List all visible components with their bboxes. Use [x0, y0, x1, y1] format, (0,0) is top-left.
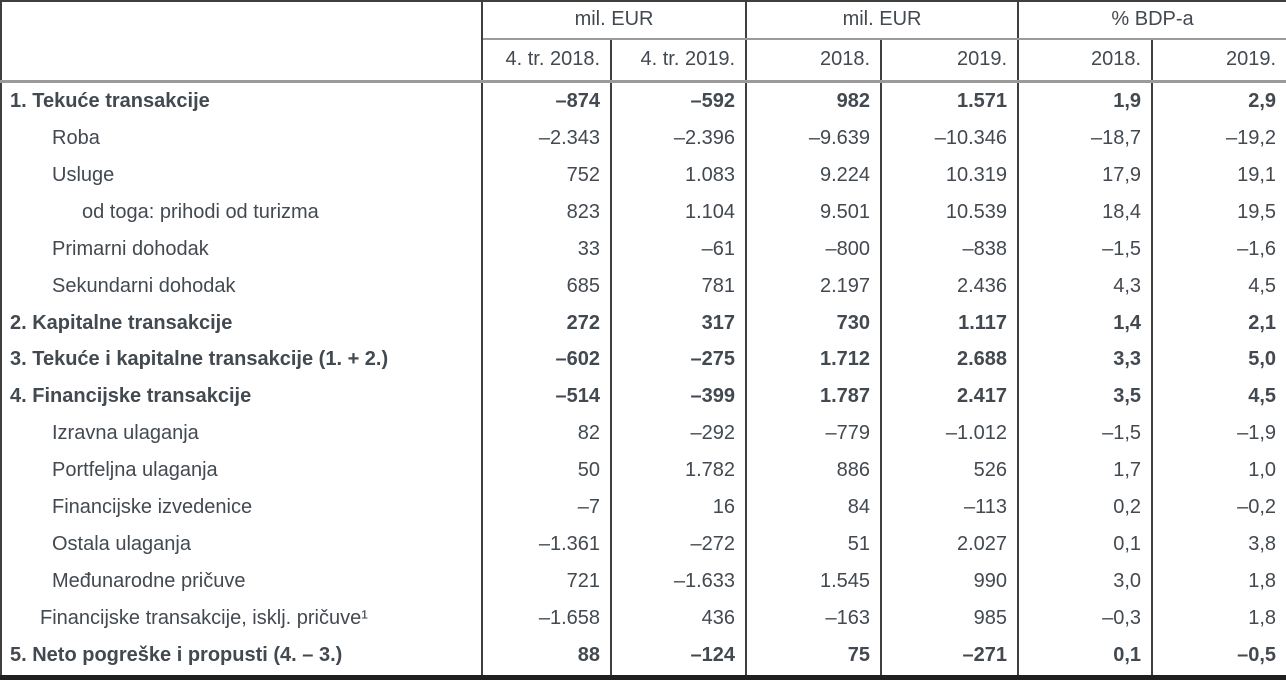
value-cell: 2.027 [881, 526, 1018, 563]
column-header-2018-eur: 2018. [746, 39, 881, 81]
row-label: Financijske izvedenice [52, 495, 253, 518]
value-cell: 5,0 [1152, 342, 1286, 379]
value-cell: –514 [482, 378, 611, 415]
value-cell: –9.639 [746, 120, 881, 157]
value-cell: 82 [482, 415, 611, 452]
row-label-column-header [1, 1, 482, 81]
column-group-mil-eur-quarterly: mil. EUR [482, 1, 746, 39]
value-cell: –271 [881, 637, 1018, 678]
table-row [1, 415, 1286, 452]
value-cell: 1.782 [611, 452, 746, 489]
row-label: Izravna ulaganja [52, 422, 199, 445]
table-row [1, 378, 1286, 415]
value-cell: 730 [746, 305, 881, 342]
table-row [1, 563, 1286, 600]
value-cell: 1.117 [881, 305, 1018, 342]
value-cell: 1,4 [1018, 305, 1152, 342]
value-cell: 9.224 [746, 157, 881, 194]
row-label: Roba [52, 127, 100, 150]
row-label: Primarni dohodak [52, 237, 209, 260]
value-cell: 19,1 [1152, 157, 1286, 194]
value-cell: 0,1 [1018, 526, 1152, 563]
value-cell: 10.539 [881, 194, 1018, 231]
table-body [1, 81, 1286, 678]
value-cell: 1.104 [611, 194, 746, 231]
table-row [1, 637, 1286, 678]
value-cell: 886 [746, 452, 881, 489]
value-cell: 3,8 [1152, 526, 1286, 563]
value-cell: –1,5 [1018, 415, 1152, 452]
value-cell: 1,8 [1152, 600, 1286, 637]
value-cell: 19,5 [1152, 194, 1286, 231]
table-header [1, 1, 1286, 81]
value-cell: –7 [482, 489, 611, 526]
value-cell: 2,1 [1152, 305, 1286, 342]
value-cell: 982 [746, 81, 881, 120]
table-row [1, 268, 1286, 305]
value-cell: 752 [482, 157, 611, 194]
value-cell: –779 [746, 415, 881, 452]
row-label: od toga: prihodi od turizma [82, 200, 319, 223]
value-cell: 1.545 [746, 563, 881, 600]
row-label: 2. Kapitalne transakcije [10, 311, 233, 334]
row-label: 1. Tekuće transakcije [10, 89, 210, 112]
value-cell: –399 [611, 378, 746, 415]
value-cell: –0,5 [1152, 637, 1286, 678]
value-cell: 3,5 [1018, 378, 1152, 415]
column-group-mil-eur-annual: mil. EUR [746, 1, 1018, 39]
table-row [1, 489, 1286, 526]
column-header-2019-bdp: 2019. [1152, 39, 1286, 81]
unit-header-row [1, 1, 1286, 39]
value-cell: 272 [482, 305, 611, 342]
value-cell: 10.319 [881, 157, 1018, 194]
table-row [1, 600, 1286, 637]
row-label: 4. Financijske transakcije [10, 385, 252, 408]
table-row [1, 526, 1286, 563]
value-cell: 317 [611, 305, 746, 342]
value-cell: 990 [881, 563, 1018, 600]
value-cell: –61 [611, 231, 746, 268]
value-cell: 823 [482, 194, 611, 231]
column-header-q4-2018: 4. tr. 2018. [482, 39, 611, 81]
value-cell: 75 [746, 637, 881, 678]
value-cell: 51 [746, 526, 881, 563]
value-cell: –113 [881, 489, 1018, 526]
value-cell: –874 [482, 81, 611, 120]
value-cell: 88 [482, 637, 611, 678]
value-cell: 985 [881, 600, 1018, 637]
value-cell: 3,3 [1018, 342, 1152, 379]
value-cell: 2.436 [881, 268, 1018, 305]
value-cell: 0,1 [1018, 637, 1152, 678]
value-cell: 2,9 [1152, 81, 1286, 120]
column-group-percent-bdp: % BDP-a [1018, 1, 1286, 39]
column-header-q4-2019: 4. tr. 2019. [611, 39, 746, 81]
row-label: Sekundarni dohodak [52, 274, 236, 297]
value-cell: –592 [611, 81, 746, 120]
value-cell: 1,7 [1018, 452, 1152, 489]
value-cell: 9.501 [746, 194, 881, 231]
value-cell: 1,0 [1152, 452, 1286, 489]
value-cell: –0,3 [1018, 600, 1152, 637]
row-label: Portfeljna ulaganja [52, 459, 218, 482]
value-cell: –2.396 [611, 120, 746, 157]
value-cell: –0,2 [1152, 489, 1286, 526]
column-header-2018-bdp: 2018. [1018, 39, 1152, 81]
value-cell: 685 [482, 268, 611, 305]
value-cell: –1,9 [1152, 415, 1286, 452]
value-cell: 33 [482, 231, 611, 268]
value-cell: 50 [482, 452, 611, 489]
value-cell: 1,8 [1152, 563, 1286, 600]
value-cell: –1,5 [1018, 231, 1152, 268]
value-cell: 4,3 [1018, 268, 1152, 305]
value-cell: –838 [881, 231, 1018, 268]
value-cell: –800 [746, 231, 881, 268]
value-cell: 2.197 [746, 268, 881, 305]
value-cell: 526 [881, 452, 1018, 489]
row-label: Usluge [52, 164, 115, 187]
value-cell: 18,4 [1018, 194, 1152, 231]
value-cell: –2.343 [482, 120, 611, 157]
value-cell: –272 [611, 526, 746, 563]
row-label: Međunarodne pričuve [52, 569, 246, 592]
table-row [1, 305, 1286, 342]
value-cell: –1.658 [482, 600, 611, 637]
row-label: 3. Tekuće i kapitalne transakcije (1. + 2.) [10, 348, 389, 371]
value-cell: 84 [746, 489, 881, 526]
table-row [1, 452, 1286, 489]
row-label: Ostala ulaganja [52, 532, 191, 555]
value-cell: –292 [611, 415, 746, 452]
value-cell: –1.012 [881, 415, 1018, 452]
value-cell: –19,2 [1152, 120, 1286, 157]
value-cell: 781 [611, 268, 746, 305]
value-cell: –10.346 [881, 120, 1018, 157]
value-cell: 2.417 [881, 378, 1018, 415]
value-cell: 0,2 [1018, 489, 1152, 526]
value-cell: –602 [482, 342, 611, 379]
value-cell: –1.361 [482, 526, 611, 563]
value-cell: –163 [746, 600, 881, 637]
value-cell: –18,7 [1018, 120, 1152, 157]
value-cell: 1.571 [881, 81, 1018, 120]
value-cell: 4,5 [1152, 378, 1286, 415]
table-row [1, 342, 1286, 379]
value-cell: –124 [611, 637, 746, 678]
table-row [1, 194, 1286, 231]
value-cell: 1.712 [746, 342, 881, 379]
value-cell: 436 [611, 600, 746, 637]
value-cell: 4,5 [1152, 268, 1286, 305]
row-label: Financijske transakcije, isklj. pričuve¹ [40, 606, 368, 629]
value-cell: 1.787 [746, 378, 881, 415]
value-cell: –1,6 [1152, 231, 1286, 268]
table-row [1, 120, 1286, 157]
value-cell: 17,9 [1018, 157, 1152, 194]
value-cell: 1.083 [611, 157, 746, 194]
table-row [1, 157, 1286, 194]
value-cell: –1.633 [611, 563, 746, 600]
table-row [1, 231, 1286, 268]
value-cell: 2.688 [881, 342, 1018, 379]
column-header-2019-eur: 2019. [881, 39, 1018, 81]
value-cell: –275 [611, 342, 746, 379]
value-cell: 721 [482, 563, 611, 600]
value-cell: 3,0 [1018, 563, 1152, 600]
row-label: 5. Neto pogreške i propusti (4. – 3.) [10, 644, 343, 667]
table-row [1, 81, 1286, 120]
value-cell: 1,9 [1018, 81, 1152, 120]
value-cell: 16 [611, 489, 746, 526]
